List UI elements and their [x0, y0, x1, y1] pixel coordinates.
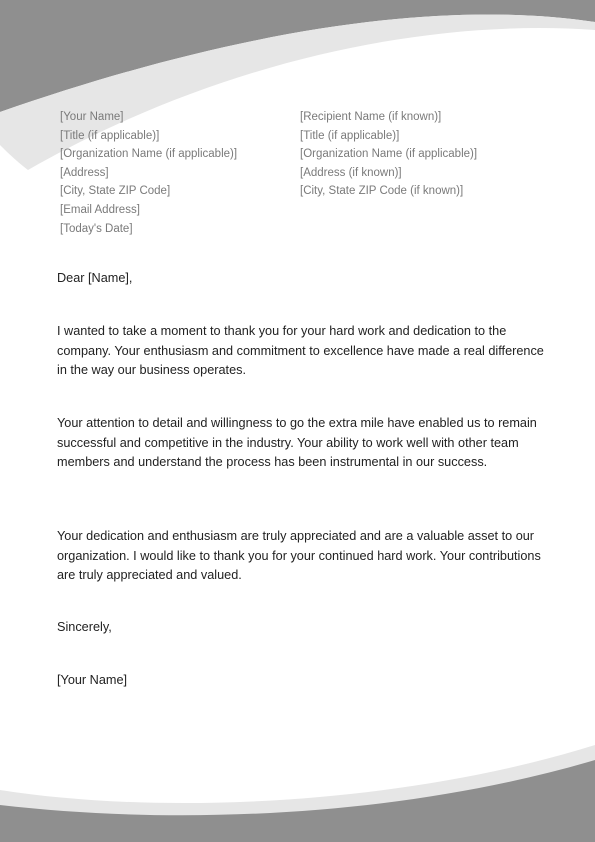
closing: Sincerely,: [57, 620, 112, 634]
sender-name: [Your Name]: [60, 111, 124, 123]
salutation: Dear [Name],: [57, 271, 133, 285]
body-paragraph-3: Your dedication and enthusiasm are truly appreciated and are a valuable asset to our organization. I would like to thank you for your continued hard work. Your contributions are truly appreciated and valued.: [57, 529, 541, 583]
signature-name: [Your Name]: [57, 673, 128, 687]
body-paragraph-2: Your attention to detail and willingness to go the extra mile have enabled us to remain successful and competitive in the industry. Your ability to work well with other team members and understand the process has been instrumental in our success.: [57, 416, 537, 470]
recipient-name: [Recipient Name (if known)]: [300, 111, 442, 123]
sender-organization: [Organization Name (if applicable)]: [60, 148, 238, 161]
sender-city-state-zip: [City, State ZIP Code]: [60, 185, 171, 198]
recipient-organization: [Organization Name (if applicable)]: [300, 148, 478, 161]
sender-address: [Address]: [60, 166, 109, 179]
sender-date: [Today's Date]: [60, 222, 133, 235]
recipient-address: [Address (if known)]: [300, 166, 402, 179]
body-paragraph-1: I wanted to take a moment to thank you for your hard work and dedication to the company. Your enthusiasm and commitment to excellence have made a real difference in the way our business operates.: [57, 324, 544, 378]
recipient-title: [Title (if applicable)]: [300, 129, 400, 142]
recipient-address-block: [300, 108, 477, 201]
sender-title: [Title (if applicable)]: [60, 129, 160, 142]
sender-address-block: [60, 108, 237, 238]
sender-email: [Email Address]: [60, 203, 140, 216]
recipient-city-state-zip: [City, State ZIP Code (if known)]: [300, 185, 464, 198]
